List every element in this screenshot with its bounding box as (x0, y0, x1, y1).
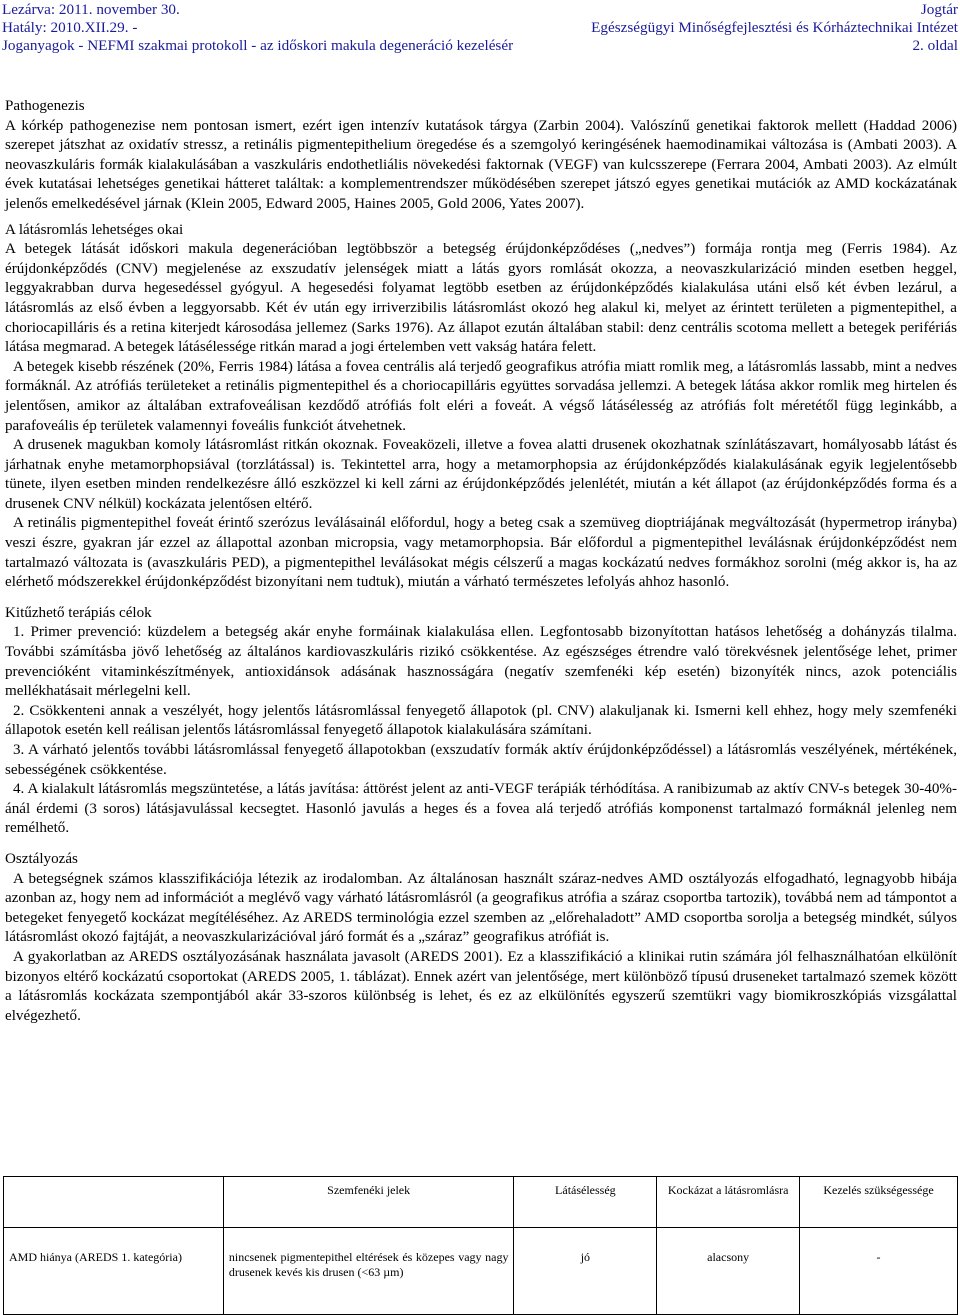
paragraph-osztalyozas-2: A gyakorlatban az AREDS osztályozásának használata javasolt (AREDS 2001). Ez a klasszifikáció a klinikai rutin számára jól felhasználhatóan elkülönít bizonyos eltérő kockázatú csoportokat (AREDS 2005, 1. táblázat). Ennek azért van jelentősége, mert különböző típusú druseneket tartalmazó szemek között a látásromlás kockázata szempontjából akár 33-szoros különbség is lehet, és ez az elkülönítés egyszerű szemtükri vagy biomikroszkópiás vizsgálattal elvégezhető. (5, 948, 957, 1024)
table-cell: jó (514, 1228, 657, 1315)
document-body (5, 97, 957, 1026)
section-title-celok: Kitűzhető terápiás célok (5, 604, 152, 621)
paragraph-latasromlas-3: A drusenek magukban komoly látásromlást ritkán okoznak. Foveaközeli, illetve a fovea alatti drusenek okozhatnak színlátászavart, homályosabb látást és járhatnak enyhe metamorphopsiával (torzlátással) is. Tekintettel arra, hogy a metamorphopsia az érújdonképződés kialakulásának egyik legjelentősebb tünete, ilyen esetben minden rendelkezésre álló eszközzel ki kell zárni az érújdonképződés jelenlétét, miután a két állapot (az érújdonképződés forma és a drusenek CNV nélkül) kockázata jelentősen eltérő. (5, 437, 957, 512)
jogtar-label: Jogtár (920, 1, 958, 18)
page-number: 2. oldal (912, 37, 958, 54)
list-item-cel-4: 4. A kialakult látásromlás megszüntetése, a látás javítása: áttörést jelent az anti-VEGF terápiák térhódítása. A ranibizumab az aktív CNV-s betegek 30-40%-ánál érdemi (3 soros) látásjavulással kecsegtet. Hasonló javulás a heges és a fovea alá terjedő atrófiás komponenst tartalmazó formáknál jelenleg nem remélhető. (5, 781, 957, 837)
table-row (4, 1228, 958, 1315)
table-cell: - (800, 1228, 958, 1315)
paragraph-latasromlas-2: A betegek kisebb részének (20%, Ferris 1984) látása a fovea centrális alá terjedő geografikus atrófia miatt romlik meg, a látásromlás lassabb, mint a nedves formáknál. Az atrófiás területeket a retinális pigmentepithel és a choriocapilláris együttes sorvadása jellemzi. A betegek látása akkor romlik meg hirtelen és jelentősen, amikor az általában extrafoveálisan kezdődő atrófiás folt eléri a foveát. A végső látásélesség az atrófiás folt méretétől függ leginkább, a parafoveális ép területek valamennyi foveális funkciót átvehetnek. (5, 358, 957, 434)
closing-date: Lezárva: 2011. november 30. (2, 1, 180, 18)
list-item-cel-1: 1. Primer prevenció: küzdelem a betegség akár enyhe formáinak kialakulása ellen. Legfontosabb bizonyítottan hatásos lehetőség a dohányzás tilalma. További számításba jövő lehetőség az általános kardiovaszkuláris rizikó csökkentése. Az egészséges étrendre való törekvésnek jelentősége lehet, primer prevencióként vitaminkészítmények, antioxidánsok adásának hasznosságára (negatív szemfenéki kép esetén) bizonyíték nincs, azok potenciális mellékhatásait mérlegelni kell. (5, 624, 957, 700)
table-header-row (4, 1177, 958, 1228)
page-header (0, 0, 960, 64)
table-header-cell: Kockázat a látásromlásra (657, 1177, 800, 1228)
table-header-cell (4, 1177, 224, 1228)
table-cell: nincsenek pigmentepithel eltérések és közepes vagy nagy drusenek kevés kis drusen (<63 µm) (223, 1228, 514, 1315)
section-title-latasromlas: A látásromlás lehetséges okai (5, 221, 184, 238)
effective-date: Hatály: 2010.XII.29. - (2, 19, 138, 36)
document-title: Joganyagok - NEFMI szakmai protokoll - az időskori makula degeneráció kezelésér (2, 37, 514, 54)
paragraph-latasromlas-4: A retinális pigmentepithel foveát érintő szerózus leválásainál előfordul, hogy a beteg csak a szemüveg dioptriájának megváltozását (hypermetrop irányba) veszi észre, gyakran jár ezzel az állapottal azonban micropsia, vagy metamorphopsia. Bár előfordul a pigmentepithel leválásnak érújdonképződést nem tartalmazó változata is (avaszkuláris PED), a pigmentepithel leválásokat mégis célszerű a magas kockázatú nedves formákhoz sorolni (még akkor is, ha az elérhető módszerekkel érújdonképződést bizonyítani nem tudtuk), miután a várható természetes lefolyás ahhoz hasonló. (5, 515, 957, 591)
table-header-cell: Kezelés szükségessége (800, 1177, 958, 1228)
list-item-cel-2: 2. Csökkenteni annak a veszélyét, hogy jelentős látásromlással fenyegető állapotok (pl. CNV) alakuljanak ki. Ismerni kell ehhez, hogy mely szemfenéki állapotok esetén kell reálisan jelentős látásromlással fenyegető állapotok kialakulására számítani. (5, 702, 957, 739)
paragraph-latasromlas-1: A betegek látását időskori makula degenerációban legtöbbször a betegség érújdonképződéses („nedves”) formája rontja meg (Ferris 1984). Az érújdonképződés (CNV) megjelenése az exszudatív jelenségek miatt a látás gyors romlását okozza, a neovaszkularizáció minden esetben heggel, leggyakrabban durva hegesedéssel gyógyul. A hegesedési folyamat legtöbb esetben az érújdonképződés kialakulása utáni első két évben lezárul, a látásromlás az első évben a leggyorsabb. Két év után egy irriverzibilis látásromlást okozó heg alakul ki, melyet az érintett területen a pigmentepithel, a choriocapilláris és a retina kiterjedt károsodása jellemez (Sarks 1976). Az állapot ezután általában stabil: denz centrális scotoma mellett a betegek perifériás látása megmarad. A betegek látásélessége ritkán marad a jogi értelemben vett vakság határa felett. (5, 241, 957, 356)
areds-table (3, 1176, 958, 1315)
list-item-cel-3: 3. A várható jelentős további látásromlással fenyegető állapotokban (exszudatív formák aktív érújdonképződéssel) a látásromlás veszélyének, mértékének, sebességének csökkentése. (5, 742, 957, 778)
section-title-osztalyozas: Osztályozás (5, 850, 78, 867)
section-title-pathogenezis: Pathogenezis (5, 98, 85, 114)
table-cell: alacsony (657, 1228, 800, 1315)
paragraph-osztalyozas-1: A betegségnek számos klasszifikációja létezik az irodalomban. Az általánosan használt száraz-nedves AMD osztályozás elfogadható, legnagyobb hibája azonban az, hogy nem ad információt a meglévő vagy várható látásromlásról (a geografikus atrófia a száraz csoportba tartozik), továbbá nem ad támpontot a betegeket fenyegető kockázat megítéléséhez. Az AREDS terminológia ezzel szemben az „előrehaladott” AMD csoportba sorolja a betegség mindkét, súlyos látásromlást okozó fajtáját, a neovaszkularizációval járó formát és a „száraz” geografikus atrófiát is. (5, 870, 957, 946)
paragraph-pathogenezis: A kórkép pathogenezise nem pontosan ismert, ezért igen intenzív kutatások tárgya (Zarbin 2004). Valószínű genetikai faktorok mellett (Haddad 2006) szerepet játszhat az oxidatív stressz, a retinális pigmentepithelium öregedése és a szemgolyó keringésének haemodinamikai változása is (Ambati 2003). A neovaszkuláris formák kialakulásában a vaszkuláris endothetliális növekedési faktornak (VEGF) van kulcsszerepe (Ferrara 2004, Ambati 2003). Az elmúlt évek kutatásai lehetséges genetikai hátteret találtak: a komplementrendszer működésében szerepet játszó egyes genetikai mutációk az AMD kockázatának jelenős emelkedésével járnak (Klein 2005, Edward 2005, Haines 2005, Gold 2006, Yates 2007). (5, 117, 957, 212)
table-header-cell: Látásélesség (514, 1177, 657, 1228)
table-header-cell: Szemfenéki jelek (223, 1177, 514, 1228)
table-cell: AMD hiánya (AREDS 1. kategória) (4, 1228, 224, 1315)
institute-name: Egészségügyi Minőségfejlesztési és Kórháztechnikai Intézet (591, 19, 958, 36)
